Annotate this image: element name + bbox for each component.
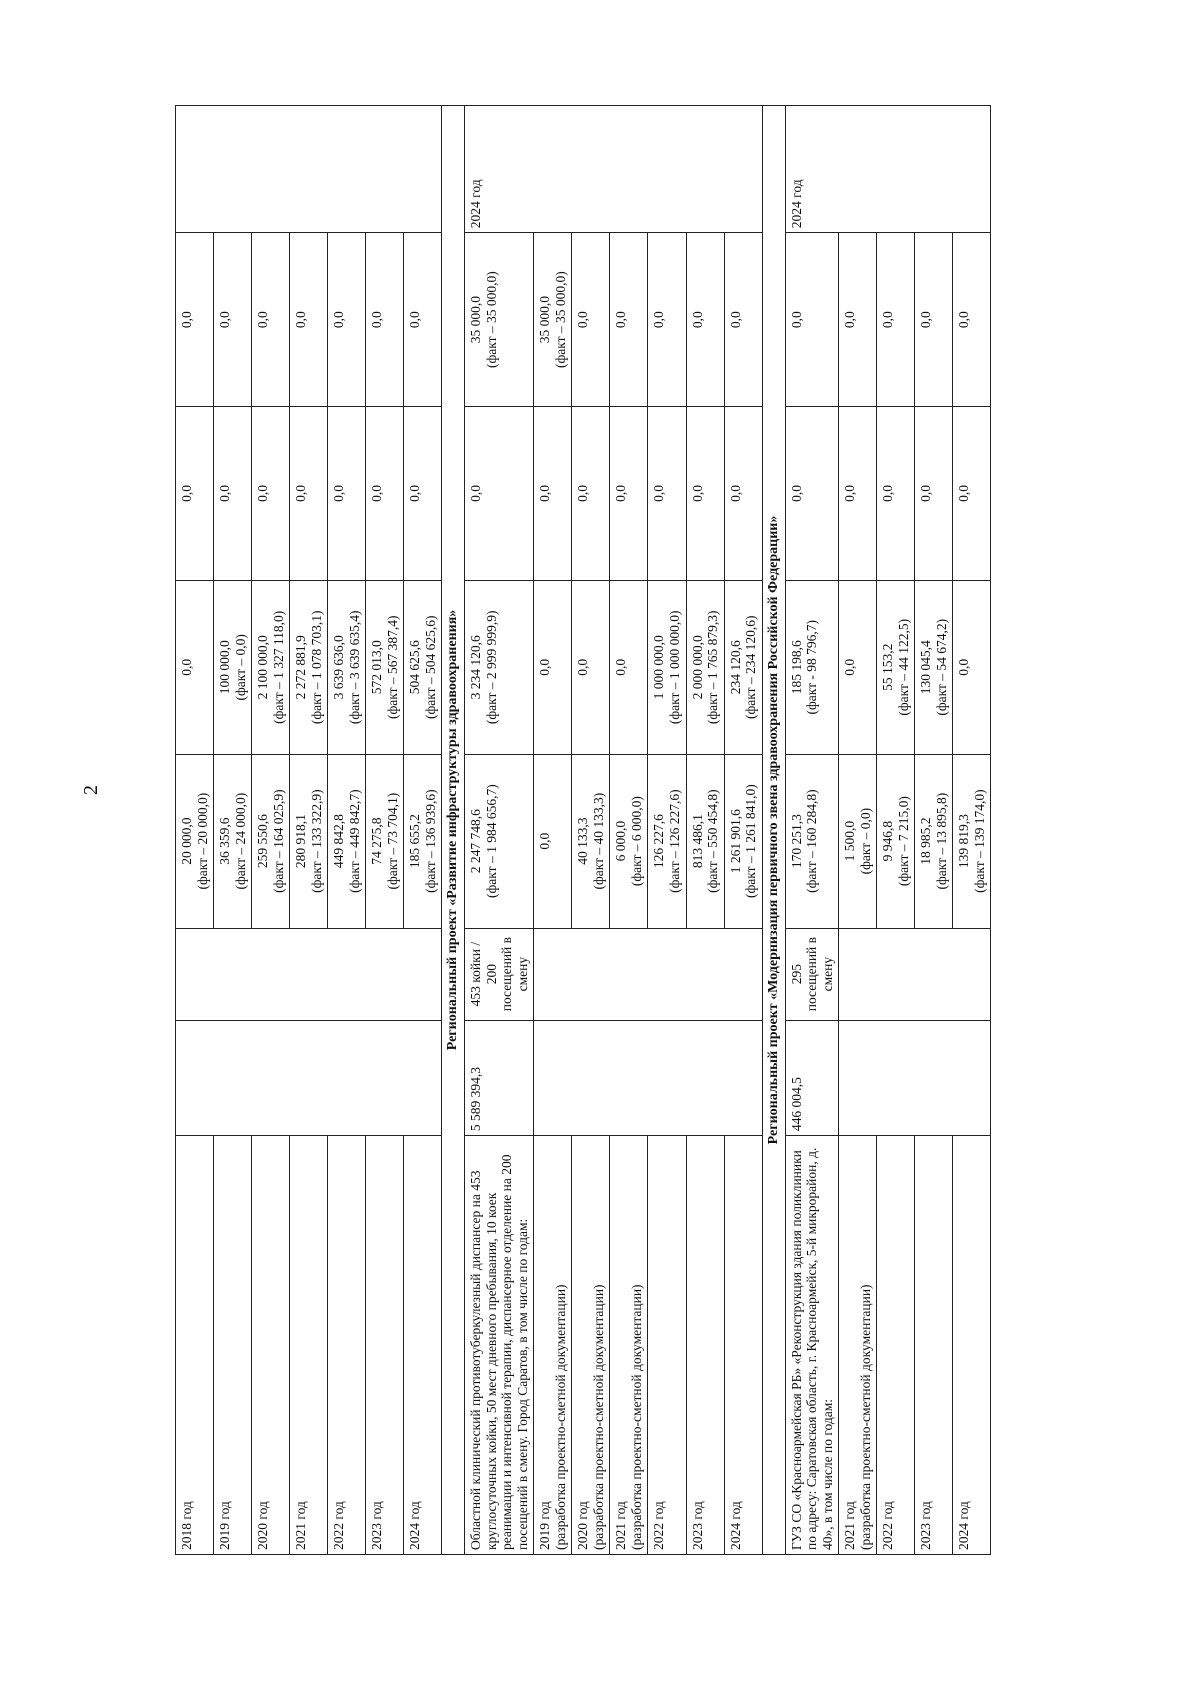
page-number: 2 <box>80 785 102 795</box>
value-cell: 1 500,0 <box>842 820 858 862</box>
value-cell: 0,0 <box>915 407 953 581</box>
value-cell: 130 045,4 <box>918 640 934 695</box>
year-note: (разработка проектно-сметной документации) <box>552 1284 568 1550</box>
value-cell: 0,0 <box>953 407 991 581</box>
value-cell: 35 000,0 <box>537 296 553 344</box>
value-cell: 18 985,2 <box>918 817 934 865</box>
table-row <box>610 106 648 1555</box>
value-cell: 74 275,8 <box>369 817 385 865</box>
fact-cell: (факт - 98 796,7) <box>804 620 820 715</box>
value-cell: 0,0 <box>537 658 553 676</box>
empty-cell <box>176 1020 442 1135</box>
section-header-row <box>762 106 785 1555</box>
value-cell: 1 000 000,0 <box>651 635 667 700</box>
fact-cell: (факт – 13 895,8) <box>933 792 949 890</box>
table-row <box>915 106 953 1555</box>
table-row <box>290 106 328 1555</box>
value-cell: 0,0 <box>404 407 442 581</box>
table-row <box>214 106 252 1555</box>
value-cell: 1 261 901,6 <box>727 809 743 874</box>
capacity: 453 койки / 200 посещений в смену <box>465 928 534 1020</box>
value-cell: 6 000,0 <box>613 820 629 862</box>
fact-cell: (факт – 139 174,0) <box>971 789 987 893</box>
value-cell: 0,0 <box>727 311 743 329</box>
fact-cell: (факт – 1 765 879,3) <box>705 610 721 725</box>
fact-cell: (факт – 1 078 703,1) <box>308 610 324 725</box>
value-cell: 0,0 <box>613 658 629 676</box>
fact-cell: (факт – 1 984 656,7) <box>483 784 499 898</box>
fact-cell: (факт – 567 387,4) <box>384 615 400 720</box>
value-cell: 0,0 <box>404 233 442 407</box>
fact-cell: (факт – 3 639 635,4) <box>346 610 362 725</box>
value-cell: 0,0 <box>328 233 366 407</box>
value-cell: 0,0 <box>290 233 328 407</box>
table-row <box>404 106 442 1555</box>
value-cell: 0,0 <box>366 407 404 581</box>
value-cell: 572 013,0 <box>369 640 385 695</box>
value-cell: 20 000,0 <box>179 817 194 865</box>
year-cell: 2023 год <box>366 1136 404 1555</box>
value-cell: 813 486,1 <box>689 814 705 869</box>
year-note: (разработка проектно-сметной документации) <box>857 1284 873 1550</box>
empty-cell <box>534 928 762 1020</box>
year-label: 2024 год <box>956 1501 972 1550</box>
value-cell: 0,0 <box>610 407 648 581</box>
section-title: Региональный проект «Модернизация первичного звена здравоохранения Российской Федерации» <box>762 106 785 1555</box>
empty-cell <box>176 106 442 233</box>
table-row <box>465 106 534 1555</box>
value-cell: 0,0 <box>648 407 686 581</box>
year-label: 2021 год <box>613 1501 629 1550</box>
fact-cell: (факт – 0,0) <box>232 634 248 701</box>
completion-year: 2024 год <box>785 106 991 233</box>
year-label: 2019 год <box>537 1501 553 1550</box>
year-label: 2023 год <box>918 1501 934 1550</box>
value-cell: 259 550,6 <box>255 814 271 869</box>
fact-cell: (факт – 0,0) <box>857 807 873 875</box>
value-cell: 3 234 120,6 <box>468 635 484 700</box>
value-cell: 0,0 <box>689 311 705 329</box>
object-name: Областной клинический противотуберкулезный диспансер на 453 круглосуточных койки, 50 мест дневного пребывания, 10 коек реанимации и интенсивной терапии, диспансерное отделение на 200 посещений в смену. Город Саратов, в том числе по годам: <box>465 1136 534 1555</box>
value-cell: 0,0 <box>956 658 972 676</box>
year-note: (разработка проектно-сметной документации) <box>628 1284 644 1550</box>
table-row <box>252 106 290 1555</box>
fact-cell: (факт – 20 000,0) <box>194 792 210 890</box>
value-cell: 0,0 <box>839 233 877 407</box>
value-cell: 234 120,6 <box>727 640 743 695</box>
year-label: 2022 год <box>651 1501 667 1550</box>
total-cost: 446 004,5 <box>785 1020 839 1135</box>
year-cell: 2020 год <box>252 1136 290 1555</box>
value-cell: 0,0 <box>877 233 915 407</box>
value-cell: 0,0 <box>575 658 591 676</box>
fact-cell: (факт – 126 227,6) <box>666 789 682 893</box>
value-cell: 0,0 <box>839 407 877 581</box>
fact-cell: (факт – 7 215,0) <box>895 796 911 887</box>
value-cell: 0,0 <box>686 407 724 581</box>
value-cell: 0,0 <box>651 311 667 329</box>
fact-cell: (факт – 1 327 118,0) <box>270 610 286 724</box>
table-row <box>534 106 572 1555</box>
value-cell: 504 625,6 <box>407 640 423 695</box>
value-cell: 280 918,1 <box>293 814 309 869</box>
investment-table <box>175 105 991 1555</box>
value-cell: 35 000,0 <box>468 296 484 344</box>
table-row <box>366 106 404 1555</box>
year-label: 2024 год <box>727 1501 743 1550</box>
year-cell: 2024 год <box>404 1136 442 1555</box>
value-cell: 0,0 <box>572 407 610 581</box>
empty-cell <box>839 1020 991 1135</box>
fact-cell: (факт – 1 000 000,0) <box>666 610 682 725</box>
year-label: 2023 год <box>689 1501 705 1550</box>
year-label: 2020 год <box>575 1501 591 1550</box>
empty-cell <box>176 928 442 1020</box>
section-title: Региональный проект «Развитие инфраструктуры здравоохранения» <box>442 106 465 1555</box>
value-cell: 0,0 <box>290 407 328 581</box>
table-row <box>785 106 839 1555</box>
object-name: ГУЗ СО «Красноармейская РБ» «Реконструкция здания поликлиники по адресу: Саратовская область, г. Красноармейск, 5-й микрорайон, д. 40», в том числе по годам: <box>785 1136 839 1555</box>
value-cell: 2 000 000,0 <box>689 635 705 700</box>
value-cell: 0,0 <box>534 407 572 581</box>
value-cell: 185 198,6 <box>788 640 804 695</box>
table-row <box>328 106 366 1555</box>
value-cell: 0,0 <box>252 233 290 407</box>
year-cell: 2019 год <box>214 1136 252 1555</box>
value-cell: 40 133,3 <box>575 817 591 865</box>
fact-cell: (факт – 164 025,9) <box>270 789 286 893</box>
table-row <box>176 106 214 1555</box>
value-cell: 2 272 881,9 <box>293 635 309 700</box>
value-cell: 36 359,6 <box>217 817 233 865</box>
completion-year: 2024 год <box>465 106 762 233</box>
value-cell: 0,0 <box>877 407 915 581</box>
value-cell: 0,0 <box>785 233 839 407</box>
year-note: (разработка проектно-сметной документации) <box>590 1284 606 1550</box>
fact-cell: (факт – 24 000,0) <box>232 792 248 890</box>
value-cell: 170 251,3 <box>788 814 804 869</box>
empty-cell <box>839 928 991 1020</box>
fact-cell: (факт – 160 284,8) <box>804 789 820 893</box>
fact-cell: (факт – 35 000,0) <box>483 271 499 369</box>
value-cell: 0,0 <box>179 658 194 676</box>
value-cell: 0,0 <box>785 407 839 581</box>
value-cell: 0,0 <box>724 407 762 581</box>
fact-cell: (факт – 133 322,9) <box>308 789 324 893</box>
table-row <box>724 106 762 1555</box>
fact-cell: (факт – 6 000,0) <box>628 796 644 887</box>
value-cell: 0,0 <box>842 658 858 676</box>
table-row <box>839 106 877 1555</box>
value-cell: 0,0 <box>214 233 252 407</box>
value-cell: 185 655,2 <box>407 814 423 869</box>
value-cell: 55 153,2 <box>880 643 896 691</box>
year-label: 2022 год <box>880 1501 896 1550</box>
value-cell: 9 946,8 <box>880 820 896 862</box>
value-cell: 2 100 000,0 <box>255 635 271 700</box>
fact-cell: (факт – 40 133,3) <box>590 792 606 890</box>
year-cell: 2021 год <box>290 1136 328 1555</box>
table-row <box>953 106 991 1555</box>
fact-cell: (факт – 2 999 999,9) <box>483 610 499 725</box>
value-cell: 3 639 636,0 <box>331 635 347 700</box>
fact-cell: (факт – 234 120,6) <box>743 615 759 720</box>
capacity: 295 посещений в смену <box>785 928 839 1020</box>
fact-cell: (факт – 44 122,5) <box>895 618 911 716</box>
rotated-document <box>175 105 1095 1555</box>
value-cell: 139 819,3 <box>956 814 972 869</box>
value-cell: 449 842,8 <box>331 814 347 869</box>
fact-cell: (факт – 35 000,0) <box>552 271 568 369</box>
value-cell: 0,0 <box>214 407 252 581</box>
total-cost: 5 589 394,3 <box>465 1020 534 1135</box>
value-cell: 0,0 <box>176 407 214 581</box>
value-cell: 0,0 <box>252 407 290 581</box>
fact-cell: (факт – 73 704,1) <box>384 792 400 890</box>
value-cell: 0,0 <box>176 233 214 407</box>
value-cell: 0,0 <box>465 407 534 581</box>
table-row <box>648 106 686 1555</box>
value-cell: 0,0 <box>575 311 591 329</box>
value-cell: 0,0 <box>613 311 629 329</box>
year-cell: 2022 год <box>328 1136 366 1555</box>
value-cell: 2 247 748,6 <box>468 809 484 874</box>
fact-cell: (факт – 449 842,7) <box>346 789 362 893</box>
year-label: 2021 год <box>842 1501 858 1550</box>
empty-cell <box>534 1020 762 1135</box>
value-cell: 0,0 <box>537 832 553 850</box>
table-row <box>877 106 915 1555</box>
value-cell: 0,0 <box>366 233 404 407</box>
fact-cell: (факт – 54 674,2) <box>933 618 949 716</box>
value-cell: 0,0 <box>328 407 366 581</box>
fact-cell: (факт – 550 454,8) <box>705 789 721 893</box>
table-row <box>686 106 724 1555</box>
value-cell: 126 227,6 <box>651 814 667 869</box>
fact-cell: (факт – 1 261 841,0) <box>743 784 759 898</box>
fact-cell: (факт – 504 625,6) <box>422 615 438 720</box>
value-cell: 0,0 <box>915 233 953 407</box>
section-header-row <box>442 106 465 1555</box>
fact-cell: (факт – 136 939,6) <box>422 789 438 893</box>
table-row <box>572 106 610 1555</box>
year-cell: 2018 год <box>176 1136 214 1555</box>
value-cell: 100 000,0 <box>217 640 233 695</box>
value-cell: 0,0 <box>953 233 991 407</box>
